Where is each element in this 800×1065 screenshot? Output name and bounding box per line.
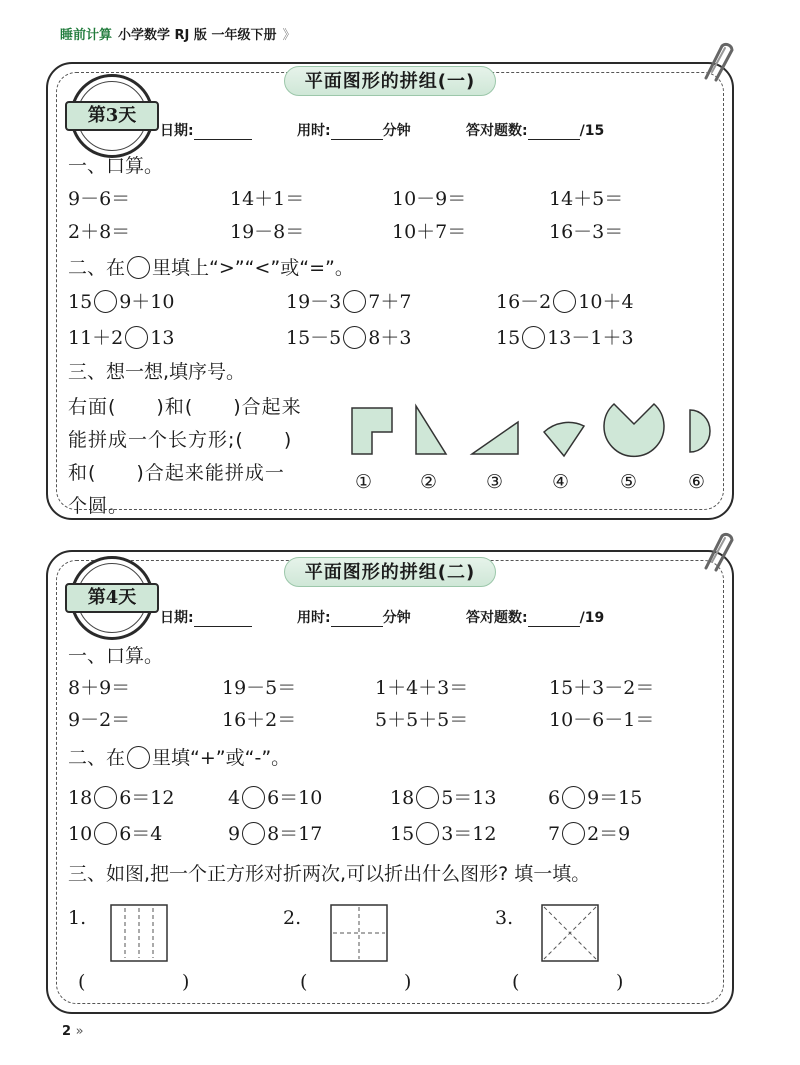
- time-label: 用时:: [297, 123, 331, 139]
- flat-triangle-icon: [472, 422, 518, 454]
- question-line: 右面( )和( )合起来: [68, 396, 302, 418]
- answer-circle[interactable]: [562, 822, 585, 845]
- score-label: 答对题数:: [466, 610, 528, 626]
- score-total: /19: [579, 610, 605, 626]
- compare-item: 11＋2 13: [68, 327, 175, 349]
- quarter-circle-icon: [544, 422, 584, 456]
- operator-item: 15 3＝12: [390, 823, 497, 845]
- answer-paren-close: ): [616, 971, 624, 993]
- time-label: 用时:: [297, 610, 331, 626]
- fold-label: 3.: [495, 907, 514, 929]
- day3-section2-heading: 二、在 里填上“>”“<”或“=”。: [68, 257, 354, 279]
- day3-badge: [70, 74, 154, 158]
- compare-item: 15－5 8＋3: [286, 327, 412, 349]
- calc-item: 10－9＝: [392, 188, 467, 210]
- compare-item: 15 13－1＋3: [496, 327, 634, 349]
- calc-item: 2＋8＝: [68, 221, 131, 243]
- date-label: 日期:: [160, 610, 194, 626]
- answer-circle[interactable]: [562, 786, 585, 809]
- header-subtitle: 小学数学 RJ 版 一年级下册: [118, 28, 277, 43]
- shape-label: ③: [486, 471, 504, 493]
- answer-paren-close: ): [404, 971, 412, 993]
- calc-item: 5＋5＋5＝: [375, 709, 469, 731]
- calc-item: 15＋3－2＝: [549, 677, 655, 699]
- date-label: 日期:: [160, 123, 194, 139]
- day4-title: 平面图形的拼组(二): [284, 557, 496, 587]
- compare-item: 15 9＋10: [68, 291, 175, 313]
- answer-paren-open: (: [78, 971, 86, 993]
- answer-circle[interactable]: [522, 326, 545, 349]
- shape-label: ⑤: [620, 471, 638, 493]
- calc-item: 10－6－1＝: [549, 709, 655, 731]
- score-input[interactable]: [528, 613, 580, 627]
- day4-section2-heading: 二、在 里填“+”或“-”。: [68, 747, 291, 769]
- answer-paren-close: ): [182, 971, 190, 993]
- header-brand: 睡前计算: [60, 28, 113, 43]
- answer-circle[interactable]: [94, 786, 117, 809]
- calc-item: 9－2＝: [68, 709, 131, 731]
- calc-item: 19－8＝: [230, 221, 305, 243]
- fold-square-3: [541, 904, 599, 962]
- date-input[interactable]: [194, 613, 252, 627]
- day4-badge: [70, 556, 154, 640]
- compare-item: 19－3 7＋7: [286, 291, 412, 313]
- calc-item: 16－3＝: [549, 221, 624, 243]
- operator-item: 7 2＝9: [548, 823, 631, 845]
- paperclip-icon: [700, 528, 736, 572]
- footer-chevron-icon: »: [75, 1024, 84, 1039]
- operator-item: 4 6＝10: [228, 787, 323, 809]
- question-line: 个圆。: [68, 495, 129, 517]
- operator-item: 6 9＝15: [548, 787, 643, 809]
- day3-section3-heading: 三、想一想,填序号。: [68, 361, 246, 383]
- right-triangle-icon: [416, 406, 446, 454]
- circle-blank-icon: [127, 746, 150, 769]
- time-unit: 分钟: [382, 123, 411, 139]
- answer-circle[interactable]: [242, 786, 265, 809]
- answer-circle[interactable]: [242, 822, 265, 845]
- compare-item: 16－2 10＋4: [496, 291, 634, 313]
- question-line: 能拼成一个长方形;( ): [68, 429, 293, 451]
- paperclip-icon: [700, 38, 736, 82]
- fold-label: 1.: [68, 907, 87, 929]
- answer-circle[interactable]: [343, 290, 366, 313]
- time-unit: 分钟: [382, 610, 411, 626]
- operator-item: 18 6＝12: [68, 787, 175, 809]
- fold-square-2: [330, 904, 388, 962]
- answer-circle[interactable]: [125, 326, 148, 349]
- shape-label: ②: [420, 471, 438, 493]
- calc-item: 8＋9＝: [68, 677, 131, 699]
- calc-item: 16＋2＝: [222, 709, 297, 731]
- question-line: 和( )合起来能拼成一: [68, 462, 285, 484]
- day3-title: 平面图形的拼组(一): [284, 66, 496, 96]
- time-input[interactable]: [331, 613, 383, 627]
- calc-item: 14＋5＝: [549, 188, 624, 210]
- page-header: [60, 24, 295, 43]
- header-chevron-icon: 》: [282, 28, 296, 43]
- answer-circle[interactable]: [416, 822, 439, 845]
- answer-circle[interactable]: [416, 786, 439, 809]
- answer-circle[interactable]: [343, 326, 366, 349]
- shape-label: ④: [552, 471, 570, 493]
- day3-badge-label: 第3天: [65, 101, 159, 131]
- score-label: 答对题数:: [466, 123, 528, 139]
- day4-section1-heading: 一、口算。: [68, 645, 164, 667]
- calc-item: 9－6＝: [68, 188, 131, 210]
- calc-item: 1＋4＋3＝: [375, 677, 469, 699]
- shape-label: ①: [355, 471, 373, 493]
- time-input[interactable]: [331, 126, 383, 140]
- fold-label: 2.: [283, 907, 302, 929]
- answer-circle[interactable]: [94, 290, 117, 313]
- answer-paren-open: (: [512, 971, 520, 993]
- circle-blank-icon: [127, 256, 150, 279]
- day3-section1-heading: 一、口算。: [68, 155, 164, 177]
- score-input[interactable]: [528, 126, 580, 140]
- page-number: 2 »: [62, 1024, 84, 1039]
- day4-section3-heading: 三、如图,把一个正方形对折两次,可以折出什么图形? 填一填。: [68, 863, 591, 885]
- fold-square-1: [110, 904, 168, 962]
- day4-badge-label: 第4天: [65, 583, 159, 613]
- answer-circle[interactable]: [94, 822, 117, 845]
- answer-paren-open: (: [300, 971, 308, 993]
- calc-item: 19－5＝: [222, 677, 297, 699]
- half-circle-icon: [690, 410, 710, 452]
- l-shape-icon: [352, 408, 392, 454]
- operator-item: 18 5＝13: [390, 787, 497, 809]
- day3-meta-row: [160, 120, 252, 140]
- answer-circle[interactable]: [553, 290, 576, 313]
- calc-item: 14＋1＝: [230, 188, 305, 210]
- date-input[interactable]: [194, 126, 252, 140]
- operator-item: 10 6＝4: [68, 823, 163, 845]
- score-total: /15: [579, 123, 605, 139]
- shapes-figure: [340, 396, 725, 461]
- three-quarter-circle-icon: [604, 404, 664, 456]
- shape-label: ⑥: [688, 471, 706, 493]
- calc-item: 10＋7＝: [392, 221, 467, 243]
- operator-item: 9 8＝17: [228, 823, 323, 845]
